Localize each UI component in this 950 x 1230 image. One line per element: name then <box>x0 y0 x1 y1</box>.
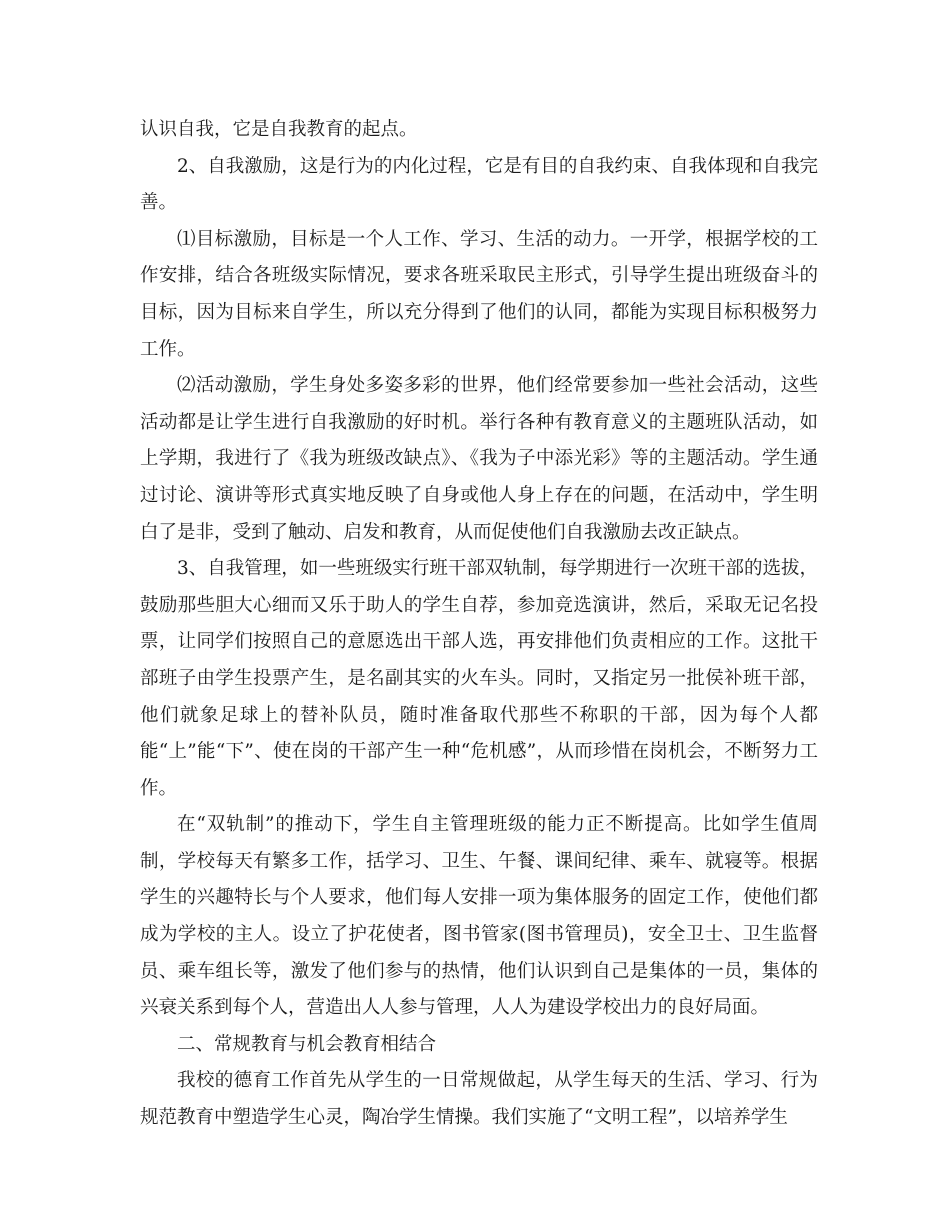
section-heading: 二、常规教育与机会教育相结合 <box>177 1033 437 1055</box>
document-body <box>140 112 818 1137</box>
paragraph-5: 3、自我管理，如一些班级实行班干部双轨制，每学期进行一次班干部的选拔，鼓励那些胆大心细而又乐于助人的学生自荐，参加竞选演讲，然后，采取无记名投票，让同学们按照自己的意愿选出干部人选，再安排他们负责相应的工作。这批干部班子由学生投票产生，是名副其实的火车头。同时，又指定另一批侯补班干部，他们就象足球上的替补队员，随时准备取代那些不称职的干部，因为每个人都能“上”能“下”、使在岗的干部产生一种“危机感”，从而珍惜在岗机会，不断努力工作。 <box>140 558 818 799</box>
paragraph-1: 认识自我，它是自我教育的起点。 <box>140 119 418 140</box>
paragraph-3: ⑴目标激励，目标是一个人工作、学习、生活的动力。一开学，根据学校的工作安排，结合各班级实际情况，要求各班采取民主形式，引导学生提出班级奋斗的目标，因为目标来自学生，所以充分得到了他们的认同，都能为实现目标积极努力工作。 <box>140 228 818 360</box>
paragraph-2: 2、自我激励，这是行为的内化过程，它是有目的自我约束、自我体现和自我完善。 <box>140 155 818 214</box>
paragraph-4: ⑵活动激励，学生身处多姿多彩的世界，他们经常要参加一些社会活动，这些活动都是让学生进行自我激励的好时机。举行各种有教育意义的主题班队活动，如上学期，我进行了《我为班级改缺点》、《我为子中添光彩》等的主题活动。学生通过讨论、演讲等形式真实地反映了自身或他人身上存在的问题，在活动中，学生明白了是非，受到了触动、启发和教育，从而促使他们自我激励去改正缺点。 <box>140 375 818 543</box>
paragraph-8: 我校的德育工作首先从学生的一日常规做起，从学生每天的生活、学习、行为规范教育中塑造学生心灵，陶冶学生情操。我们实施了“文明工程”，以培养学生 <box>140 1070 818 1129</box>
paragraph-6: 在“双轨制”的推动下，学生自主管理班级的能力正不断提高。比如学生值周制，学校每天有繁多工作，括学习、卫生、午餐、课间纪律、乘车、就寝等。根据学生的兴趣特长与个人要求，他们每人安排一项为集体服务的固定工作，使他们都成为学校的主人。设立了护花使者，图书管家(图书管理员)，安全卫士、卫生监督员、乘车组长等，激发了他们参与的热情，他们认识到自己是集体的一员，集体的兴衰关系到每个人，营造出人人参与管理，人人为建设学校出力的良好局面。 <box>140 814 818 1019</box>
